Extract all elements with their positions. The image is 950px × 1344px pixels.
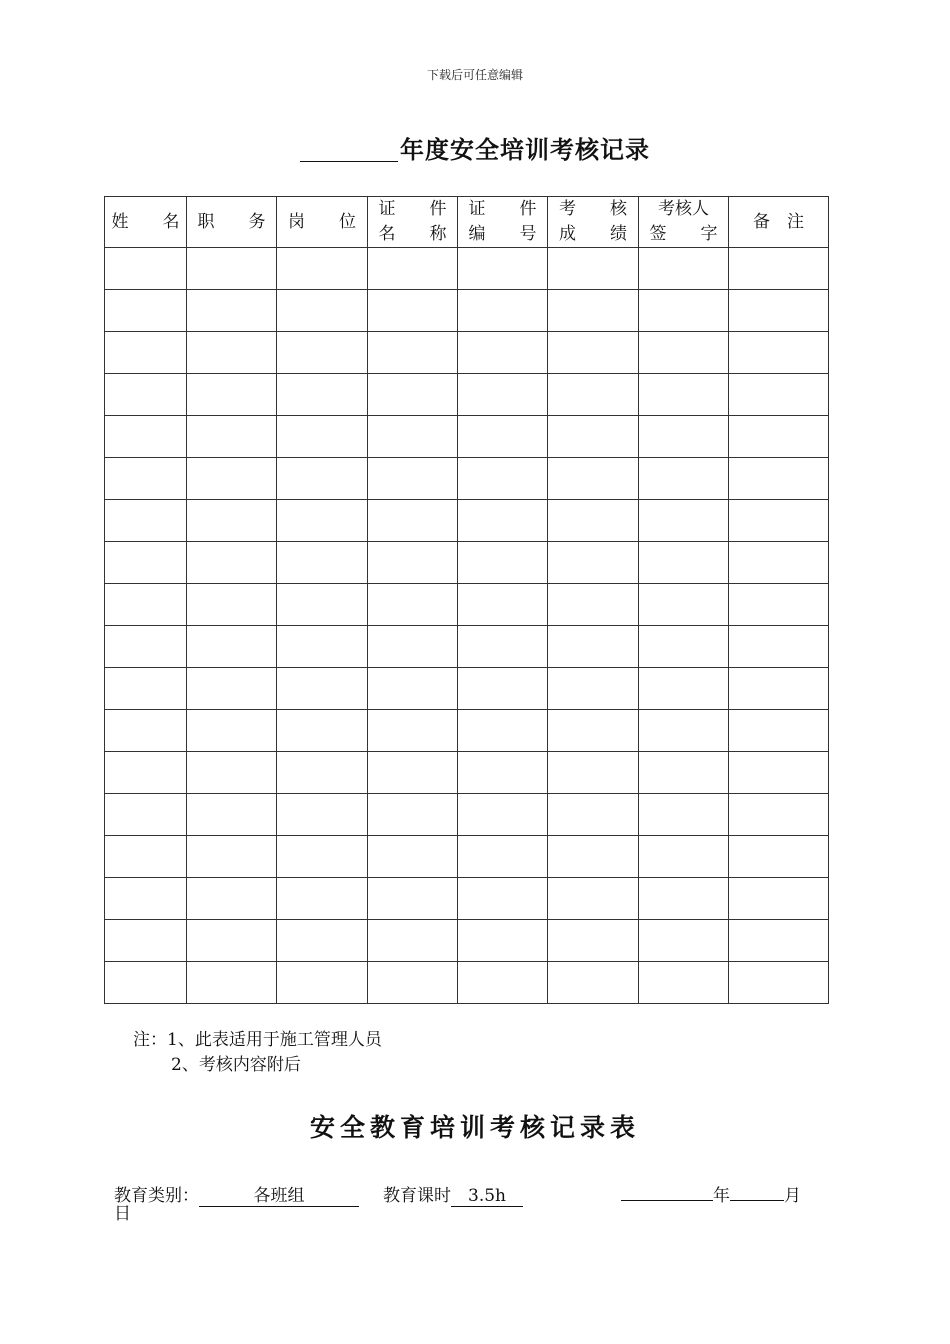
column-header-post: 岗 位	[277, 197, 368, 248]
table-cell[interactable]	[368, 836, 458, 878]
table-cell[interactable]	[277, 248, 368, 290]
table-cell[interactable]	[639, 290, 729, 332]
table-row	[105, 794, 829, 836]
table-cell[interactable]	[548, 710, 639, 752]
table-cell[interactable]	[639, 962, 729, 1004]
table-header-row	[105, 197, 829, 248]
section-title: 安全教育培训考核记录表	[309, 1113, 640, 1142]
table-cell[interactable]	[105, 920, 187, 962]
table-cell[interactable]	[458, 794, 548, 836]
table-cell[interactable]	[548, 836, 639, 878]
table-cell[interactable]	[105, 878, 187, 920]
table-cell[interactable]	[105, 962, 187, 1004]
table-cell[interactable]	[458, 416, 548, 458]
table-cell[interactable]	[458, 500, 548, 542]
table-cell[interactable]	[368, 542, 458, 584]
table-cell[interactable]	[105, 668, 187, 710]
month-field	[730, 1178, 784, 1201]
table-cell[interactable]	[729, 374, 829, 416]
table-cell[interactable]	[368, 626, 458, 668]
table-cell[interactable]	[105, 332, 187, 374]
table-cell[interactable]	[368, 500, 458, 542]
table-cell[interactable]	[368, 920, 458, 962]
page-title	[0, 130, 950, 165]
hours-label: 教育课时	[383, 1186, 451, 1206]
table-row	[105, 878, 829, 920]
table-cell[interactable]	[729, 794, 829, 836]
table-cell[interactable]	[277, 290, 368, 332]
table-row	[105, 542, 829, 584]
day-label: 日	[114, 1204, 131, 1224]
table-cell[interactable]	[368, 458, 458, 500]
table-cell[interactable]	[639, 710, 729, 752]
table-cell[interactable]	[277, 584, 368, 626]
column-header-name: 姓 名	[105, 197, 187, 248]
table-cell[interactable]	[548, 920, 639, 962]
table-cell[interactable]	[458, 836, 548, 878]
column-header-cert-name: 证 件 名 称	[368, 197, 458, 248]
table-cell[interactable]	[368, 710, 458, 752]
table-cell[interactable]	[368, 332, 458, 374]
table-cell[interactable]	[458, 710, 548, 752]
table-cell[interactable]	[105, 836, 187, 878]
table-cell[interactable]	[277, 500, 368, 542]
table-cell[interactable]	[458, 626, 548, 668]
table-cell[interactable]	[458, 878, 548, 920]
table-cell[interactable]	[277, 878, 368, 920]
year-label: 年	[713, 1186, 730, 1206]
table-cell[interactable]	[368, 248, 458, 290]
table-cell[interactable]	[458, 290, 548, 332]
table-cell[interactable]	[187, 584, 277, 626]
table-cell[interactable]	[105, 542, 187, 584]
table-row	[105, 290, 829, 332]
table-cell[interactable]	[458, 248, 548, 290]
year-field	[621, 1178, 713, 1201]
table-cell[interactable]	[548, 290, 639, 332]
table-cell[interactable]	[639, 878, 729, 920]
column-header-examiner-signature: 考核人 签 字	[639, 197, 729, 248]
table-cell[interactable]	[187, 794, 277, 836]
note-line-2: 2、考核内容附后	[171, 1055, 301, 1075]
table-cell[interactable]	[277, 920, 368, 962]
table-cell[interactable]	[729, 836, 829, 878]
table-cell[interactable]	[729, 962, 829, 1004]
table-cell[interactable]	[548, 584, 639, 626]
table-cell[interactable]	[458, 668, 548, 710]
table-row	[105, 962, 829, 1004]
table-cell[interactable]	[639, 752, 729, 794]
table-cell[interactable]	[187, 878, 277, 920]
table-cell[interactable]	[458, 584, 548, 626]
table-cell[interactable]	[277, 962, 368, 1004]
table-cell[interactable]	[105, 710, 187, 752]
table-cell[interactable]	[548, 458, 639, 500]
table-cell[interactable]	[187, 290, 277, 332]
table-cell[interactable]	[277, 332, 368, 374]
table-cell[interactable]	[368, 584, 458, 626]
table-cell[interactable]	[548, 374, 639, 416]
table-cell[interactable]	[639, 332, 729, 374]
table-row	[105, 668, 829, 710]
table-cell[interactable]	[105, 500, 187, 542]
table-cell[interactable]	[187, 752, 277, 794]
table-cell[interactable]	[639, 416, 729, 458]
table-row	[105, 374, 829, 416]
table-cell[interactable]	[105, 752, 187, 794]
table-cell[interactable]	[368, 794, 458, 836]
table-cell[interactable]	[368, 416, 458, 458]
table-cell[interactable]	[105, 584, 187, 626]
table-cell[interactable]	[458, 920, 548, 962]
table-cell[interactable]	[458, 542, 548, 584]
table-row	[105, 248, 829, 290]
table-cell[interactable]	[548, 500, 639, 542]
table-cell[interactable]	[277, 752, 368, 794]
table-cell[interactable]	[548, 332, 639, 374]
table-row	[105, 836, 829, 878]
table-cell[interactable]	[105, 416, 187, 458]
table-cell[interactable]	[187, 626, 277, 668]
table-cell[interactable]	[105, 374, 187, 416]
table-cell[interactable]	[277, 458, 368, 500]
page-header-note: 下载后可任意编辑	[426, 68, 523, 82]
table-cell[interactable]	[729, 668, 829, 710]
table-cell[interactable]	[458, 374, 548, 416]
table-row	[105, 500, 829, 542]
table-cell[interactable]	[458, 458, 548, 500]
table-cell[interactable]	[105, 248, 187, 290]
table-cell[interactable]	[187, 374, 277, 416]
category-field: 各班组	[199, 1184, 359, 1207]
table-cell[interactable]	[187, 416, 277, 458]
table-cell[interactable]	[729, 752, 829, 794]
month-label: 月	[784, 1186, 801, 1206]
table-cell[interactable]	[548, 626, 639, 668]
category-label: 教育类别：	[114, 1186, 199, 1206]
table-cell[interactable]	[729, 710, 829, 752]
table-cell[interactable]	[277, 416, 368, 458]
table-cell[interactable]	[368, 878, 458, 920]
table-cell[interactable]	[639, 542, 729, 584]
table-cell[interactable]	[729, 920, 829, 962]
table-cell[interactable]	[187, 668, 277, 710]
table-cell[interactable]	[729, 290, 829, 332]
table-cell[interactable]	[639, 836, 729, 878]
table-cell[interactable]	[277, 626, 368, 668]
table-cell[interactable]	[548, 248, 639, 290]
table-cell[interactable]	[187, 710, 277, 752]
table-cell[interactable]	[277, 794, 368, 836]
table-cell[interactable]	[548, 416, 639, 458]
table-row	[105, 626, 829, 668]
table-body	[105, 248, 829, 1004]
education-info-line	[114, 1178, 844, 1208]
table-cell[interactable]	[187, 962, 277, 1004]
table-cell[interactable]	[639, 458, 729, 500]
table-cell[interactable]	[639, 584, 729, 626]
column-header-cert-number: 证 件 编 号	[458, 197, 548, 248]
training-record-table	[104, 196, 829, 1004]
table-cell[interactable]	[105, 626, 187, 668]
table-cell[interactable]	[548, 962, 639, 1004]
table-cell[interactable]	[729, 626, 829, 668]
table-cell[interactable]	[548, 542, 639, 584]
table-cell[interactable]	[729, 248, 829, 290]
table-cell[interactable]	[639, 248, 729, 290]
table-cell[interactable]	[187, 836, 277, 878]
table-cell[interactable]	[458, 962, 548, 1004]
table-cell[interactable]	[639, 920, 729, 962]
table-cell[interactable]	[729, 332, 829, 374]
notes	[133, 1028, 382, 1078]
table-row	[105, 752, 829, 794]
page-title-text: 年度安全培训考核记录	[400, 135, 650, 164]
table-cell[interactable]	[729, 458, 829, 500]
table-cell[interactable]	[729, 416, 829, 458]
table-row	[105, 920, 829, 962]
table-cell[interactable]	[368, 290, 458, 332]
table-cell[interactable]	[639, 500, 729, 542]
table-cell[interactable]	[187, 248, 277, 290]
table-cell[interactable]	[639, 626, 729, 668]
table-cell[interactable]	[548, 752, 639, 794]
table-cell[interactable]	[277, 668, 368, 710]
year-blank	[300, 137, 398, 162]
table-cell[interactable]	[639, 374, 729, 416]
table-row	[105, 710, 829, 752]
table-cell[interactable]	[729, 500, 829, 542]
column-header-title: 职 务	[187, 197, 277, 248]
table-cell[interactable]	[187, 458, 277, 500]
table-cell[interactable]	[277, 710, 368, 752]
table-row	[105, 458, 829, 500]
table-cell[interactable]	[187, 332, 277, 374]
table-cell[interactable]	[105, 290, 187, 332]
table-cell[interactable]	[187, 500, 277, 542]
table-cell[interactable]	[639, 668, 729, 710]
table-row	[105, 332, 829, 374]
table-cell[interactable]	[277, 836, 368, 878]
table-cell[interactable]	[277, 374, 368, 416]
table-cell[interactable]	[187, 920, 277, 962]
hours-field: 3.5h	[451, 1184, 523, 1207]
table-cell[interactable]	[548, 794, 639, 836]
table-cell[interactable]	[187, 542, 277, 584]
column-header-remarks: 备 注	[729, 197, 829, 248]
table-cell[interactable]	[729, 584, 829, 626]
table-cell[interactable]	[368, 962, 458, 1004]
table-cell[interactable]	[729, 542, 829, 584]
table-cell[interactable]	[458, 752, 548, 794]
table-cell[interactable]	[368, 374, 458, 416]
table-cell[interactable]	[277, 542, 368, 584]
table-cell[interactable]	[729, 878, 829, 920]
table-row	[105, 584, 829, 626]
table-cell[interactable]	[368, 668, 458, 710]
table-cell[interactable]	[548, 668, 639, 710]
table-row	[105, 416, 829, 458]
table-cell[interactable]	[458, 332, 548, 374]
table-cell[interactable]	[368, 752, 458, 794]
table-cell[interactable]	[548, 878, 639, 920]
column-header-score: 考 核 成 绩	[548, 197, 639, 248]
table-cell[interactable]	[105, 458, 187, 500]
table-cell[interactable]	[105, 794, 187, 836]
table-cell[interactable]	[639, 794, 729, 836]
note-line-1: 注：1、此表适用于施工管理人员	[133, 1030, 382, 1050]
